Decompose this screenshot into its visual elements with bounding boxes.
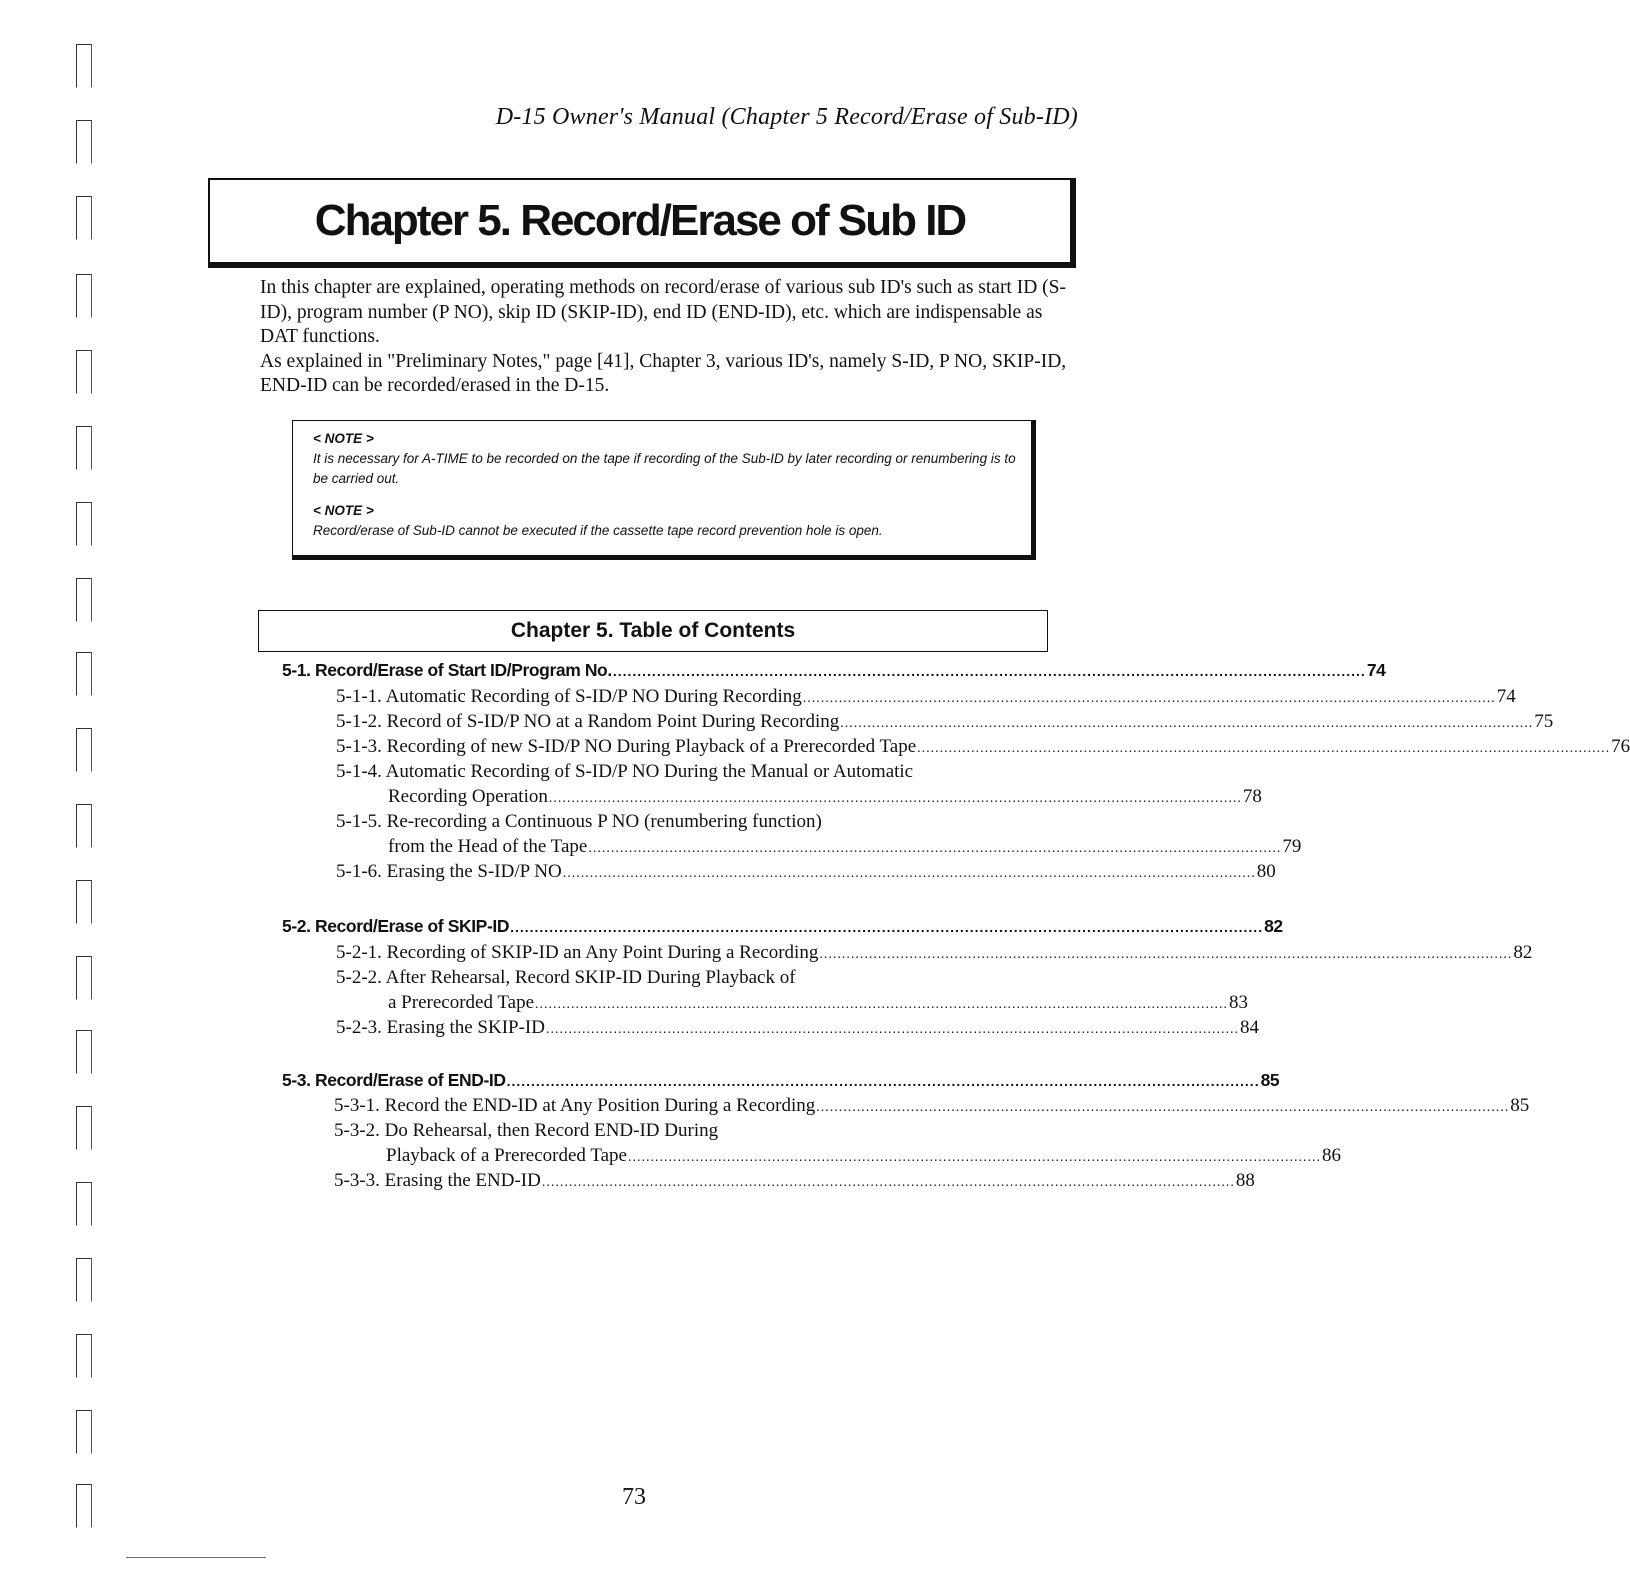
toc-entry-title: 5-3. Record/Erase of END-ID: [282, 1070, 506, 1090]
toc-entry-title: 5-1-6. Erasing the S-ID/P NO: [336, 861, 562, 882]
toc-entry-page: 74: [1366, 660, 1386, 680]
toc-entry-title: 5-2-1. Recording of SKIP-ID an Any Point During a Recording: [336, 942, 819, 963]
toc-entry-page: 74: [1496, 686, 1516, 707]
toc-section-5-2[interactable]: 5-2. Record/Erase of SKIP-ID .......................................................................................................................................................... 82: [282, 916, 1283, 936]
page-number: 73: [622, 1484, 646, 1510]
toc-entry-page: 78: [1242, 786, 1262, 807]
note-label: < NOTE >: [313, 431, 374, 446]
toc-entry-5-1-5[interactable]: from the Head of the Tape .......................................................................................................................................................... 79: [388, 836, 1302, 857]
note-text: Record/erase of Sub-ID cannot be executed if the cassette tape record prevention hole is open.: [313, 523, 883, 538]
toc-entry-5-3-2-line1[interactable]: 5-3-2. Do Rehearsal, then Record END-ID During: [334, 1120, 719, 1141]
toc-entry-title: 5-1-2. Record of S-ID/P NO at a Random Point During Recording: [336, 711, 840, 732]
toc-entry-5-1-5-line1[interactable]: 5-1-5. Re-recording a Continuous P NO (renumbering function): [336, 811, 822, 832]
toc-entry-5-1-1[interactable]: 5-1-1. Automatic Recording of S-ID/P NO During Recording .......................................................................................................................................................... 74: [336, 686, 1516, 707]
toc-entry-5-1-6[interactable]: 5-1-6. Erasing the S-ID/P NO .......................................................................................................................................................... 80: [336, 861, 1276, 882]
toc-entry-5-2-1[interactable]: 5-2-1. Recording of SKIP-ID an Any Point During a Recording .......................................................................................................................................................... 82: [336, 942, 1533, 963]
toc-entry-5-2-2-line1[interactable]: 5-2-2. After Rehearsal, Record SKIP-ID During Playback of: [336, 967, 796, 988]
toc-entry-page: 82: [1513, 942, 1533, 963]
toc-entry-5-1-4[interactable]: Recording Operation .......................................................................................................................................................... 78: [388, 786, 1262, 807]
toc-entry-page: 76: [1611, 736, 1630, 757]
chapter-title-box: [208, 178, 1076, 268]
toc-entry-title: from the Head of the Tape: [388, 836, 588, 857]
toc-entry-5-1-3[interactable]: 5-1-3. Recording of new S-ID/P NO During Playback of a Prerecorded Tape .......................................................................................................................................................... 76: [336, 736, 1630, 757]
toc-entry-5-2-3[interactable]: 5-2-3. Erasing the SKIP-ID .......................................................................................................................................................... 84: [336, 1017, 1259, 1038]
toc-entry-title: 5-1. Record/Erase of Start ID/Program No.: [282, 660, 612, 680]
running-header: D-15 Owner's Manual (Chapter 5 Record/Erase of Sub-ID): [495, 104, 1078, 130]
footer-rule: [126, 1557, 266, 1558]
toc-entry-5-2-2[interactable]: a Prerecorded Tape .......................................................................................................................................................... 83: [388, 992, 1249, 1013]
toc-entry-title: Recording Operation: [388, 786, 548, 807]
toc-entry-page: 85: [1260, 1070, 1280, 1090]
toc-entry-title: 5-1-3. Recording of new S-ID/P NO During Playback of a Prerecorded Tape: [336, 736, 917, 757]
toc-entry-page: 84: [1239, 1017, 1259, 1038]
toc-entry-page: 75: [1534, 711, 1554, 732]
toc-entry-title: 5-2. Record/Erase of SKIP-ID: [282, 916, 510, 936]
toc-entry-page: 80: [1256, 861, 1276, 882]
toc-entry-page: 86: [1322, 1145, 1341, 1166]
toc-entry-page: 82: [1264, 916, 1283, 936]
toc-entry-page: 83: [1229, 992, 1249, 1013]
intro-paragraph-2: As explained in "Preliminary Notes," page [41], Chapter 3, various ID's, namely S-ID, P NO, SKIP-ID, END-ID can be recorded/erased in the D-15.: [260, 350, 1067, 396]
chapter-title: Chapter 5. Record/Erase of Sub ID: [314, 196, 966, 245]
toc-section-5-1[interactable]: 5-1. Record/Erase of Start ID/Program No. .......................................................................................................................................................... 74: [282, 660, 1386, 680]
toc-entry-title: 5-3-1. Record the END-ID at Any Position During a Recording: [334, 1095, 816, 1116]
toc-entry-title: 5-2-3. Erasing the SKIP-ID: [336, 1017, 545, 1038]
toc-entry-title: a Prerecorded Tape: [388, 992, 535, 1013]
toc-entry-title: 5-1-1. Automatic Recording of S-ID/P NO During Recording: [336, 686, 802, 707]
toc-entry-page: 85: [1510, 1095, 1530, 1116]
intro-paragraph-1: In this chapter are explained, operating methods on record/erase of various sub ID's such as start ID (S-ID), program number (P NO), skip ID (SKIP-ID), end ID (END-ID), etc. which are indispensable as DAT functions.: [260, 277, 1067, 347]
toc-entry-5-1-4-line1[interactable]: 5-1-4. Automatic Recording of S-ID/P NO During the Manual or Automatic: [336, 761, 914, 782]
note-box: [292, 420, 1036, 560]
toc-entry-5-1-2[interactable]: 5-1-2. Record of S-ID/P NO at a Random Point During Recording .......................................................................................................................................................... 75: [336, 711, 1554, 732]
note-text: It is necessary for A-TIME to be recorded on the tape if recording of the Sub-ID by later recording or renumbering is to be carried out.: [313, 451, 1016, 486]
toc-entry-page: 79: [1282, 836, 1302, 857]
toc-entry-5-3-1[interactable]: 5-3-1. Record the END-ID at Any Position During a Recording .......................................................................................................................................................... 85: [334, 1095, 1530, 1116]
note-label: < NOTE >: [313, 503, 374, 518]
toc-entry-page: 88: [1235, 1170, 1255, 1191]
intro-text: [260, 276, 1080, 399]
toc-entry-5-3-2[interactable]: Playback of a Prerecorded Tape .......................................................................................................................................................... 86: [386, 1145, 1341, 1166]
toc-entry-title: Playback of a Prerecorded Tape: [386, 1145, 627, 1166]
toc-section-5-3[interactable]: 5-3. Record/Erase of END-ID .......................................................................................................................................................... 85: [282, 1070, 1280, 1090]
toc-entry-5-3-3[interactable]: 5-3-3. Erasing the END-ID .......................................................................................................................................................... 88: [334, 1170, 1255, 1191]
toc-title-box: [258, 610, 1048, 652]
toc-title: Chapter 5. Table of Contents: [510, 619, 796, 642]
toc-entry-title: 5-3-3. Erasing the END-ID: [334, 1170, 541, 1191]
